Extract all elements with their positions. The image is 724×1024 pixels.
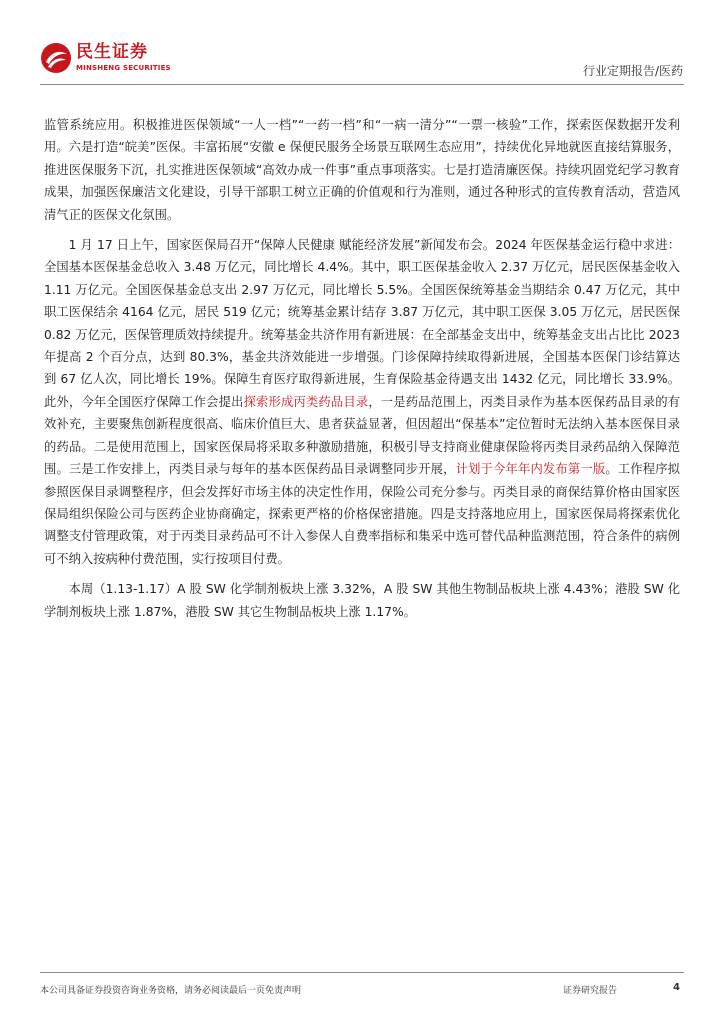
report-body [44,114,680,623]
paragraph-text: 1 月 17 日上午，国家医保局召开“保障人民健康 赋能经济发展”新闻发布会。2024 年医保基金运行稳中求进：全国基本医保基金总收入 3.48 万亿元，同比增长 4.4%。其中，职工医保基金收入 2.37 万亿元，居民医保基金收入 1.11 万亿元。全国医保基金总支出 2.97 万亿元，同比增长 5.5%。全国医保统筹基金当期结余 0.47 万亿元，其中职工医保结余 4164 亿元，居民 519 亿元；统筹基金累计结存 3.87 万亿元，其中职工医保 3.05 万亿元，居民医保 0.82 万亿元，医保管理质效持续提升。统筹基金共济作用有新进展：在全部基金支出中，统筹基金支出占比比 2023 年提高 2 个百分点，达到 80.3%，基金共济效能进一步增强。门诊保障持续取得新进展，全国基本医保门诊结算达到 67 亿人次，同比增长 19%。保障生育医疗取得新进展，生育保险基金待遇支出 1432 亿元，同比增长 33.9%。此外，今年全国医疗保障工作会提出 [44,238,680,409]
page-number: 4 [673,982,680,993]
logo-chinese-name: 民生证券 [76,42,148,62]
report-type-label: 行业定期报告/医药 [582,64,683,78]
page-header [0,0,724,88]
footer-disclaimer: 本公司具备证券投资咨询业务资格，请务必阅读最后一页免责声明 [40,986,302,996]
header-divider [40,84,684,85]
footer-report-label: 证券研究报告 [563,986,618,996]
highlight-class-c-catalog: 探索形成丙类药品目录 [243,394,369,409]
highlight-first-edition-plan: 计划于今年年内发布第一版 [455,462,606,477]
minsheng-logo [40,42,172,78]
minsheng-logo-icon [40,42,72,74]
logo-english-name: MINSHENG SECURITIES [76,64,171,72]
paragraph-text: 。工作程序拟参照医保目录调整程序，但会发挥好市场主体的决定性作用，保险公司充分参与。丙类目录的商保结算价格由国家医保局组织保险公司与医药企业协商确定，探索更严格的价格保密措施。四是支持落地应用上，国家医保局将探索优化调整支付管理政策，对于丙类目录药品可不计入参保人自费率指标和集采中选可替代品种监测范围，符合条件的病例可不纳入按病种付费范围，实行按项目付费。 [44,462,680,566]
paragraph-text: ，一是药品范围上，丙类目录作为基本医保药品目录的有效补充，主要聚焦创新程度很高、临床价值巨大、患者获益显著，但因超出“保基本”定位暂时无法纳入基本医保目录的药品。二是使用范围上，国家医保局将采取多种激励措施，积极引导支持商业健康保险将丙类目录药品纳入保障范围。三是工作安排上，丙类目录与每年的基本医保药品目录调整同步开展， [44,394,680,477]
paragraph-press-conference [44,234,680,570]
paragraph-weekly-performance: 本周（1.13-1.17）A 股 SW 化学制剂板块上涨 3.32%，A 股 SW 其他生物制品板块上涨 4.43%；港股 SW 化学制剂板块上涨 1.87%，港股 SW 其它生物制品板块上涨 1.17%。 [44,582,680,619]
paragraph-continued: 监管系统应用。积极推进医保领域“一人一档”“一药一档”和“一病一清分”“一票一核验”工作，探索医保数据开发利用。六是打造“皖美”医保。丰富拓展“安徽 e 保便民服务全场景互联网生态应用”，持续优化异地就医直接结算服务，推进医保服务下沉，扎实推进医保领域“高效办成一件事”重点事项落实。七是打造清廉医保。持续巩固党纪学习教育成果，加强医保廉洁文化建设，引导干部职工树立正确的价值观和行为准则，通过各种形式的宣传教育活动，营造风清气正的医保文化氛围。 [44,118,680,222]
footer-divider [40,972,684,973]
